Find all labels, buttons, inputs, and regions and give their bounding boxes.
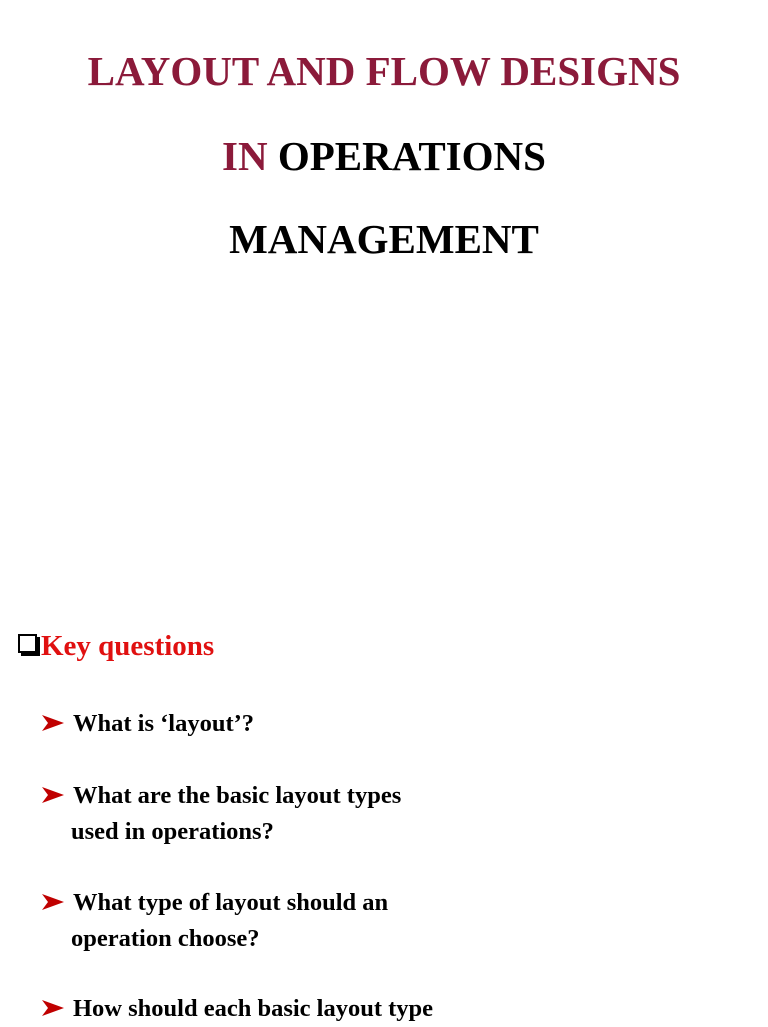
checkbox-icon [18, 634, 37, 653]
section-heading-text: Key questions [41, 630, 215, 662]
question-item [42, 706, 254, 742]
arrowhead-icon [42, 894, 64, 910]
question-item [42, 991, 433, 1027]
question-text: What are the basic layout types [73, 782, 402, 809]
title-line-2-prefix: IN [222, 133, 268, 179]
question-text-continued: used in operations? [71, 818, 274, 845]
question-item [42, 885, 388, 957]
title-line-2 [0, 133, 768, 179]
question-text-continued: operation choose? [71, 925, 260, 952]
arrowhead-icon [42, 715, 64, 731]
question-text: How should each basic layout type [73, 995, 434, 1022]
arrowhead-icon [42, 1000, 64, 1016]
title-line-1: LAYOUT AND FLOW DESIGNS [87, 48, 681, 94]
arrowhead-icon [42, 787, 64, 803]
title-line-2-rest: OPERATIONS [267, 133, 546, 179]
question-text: What type of layout should an [73, 889, 389, 916]
section-heading [18, 632, 214, 661]
question-text: What is ‘layout’? [73, 710, 255, 737]
question-item [42, 778, 401, 850]
title-line-3: MANAGEMENT [229, 216, 539, 262]
